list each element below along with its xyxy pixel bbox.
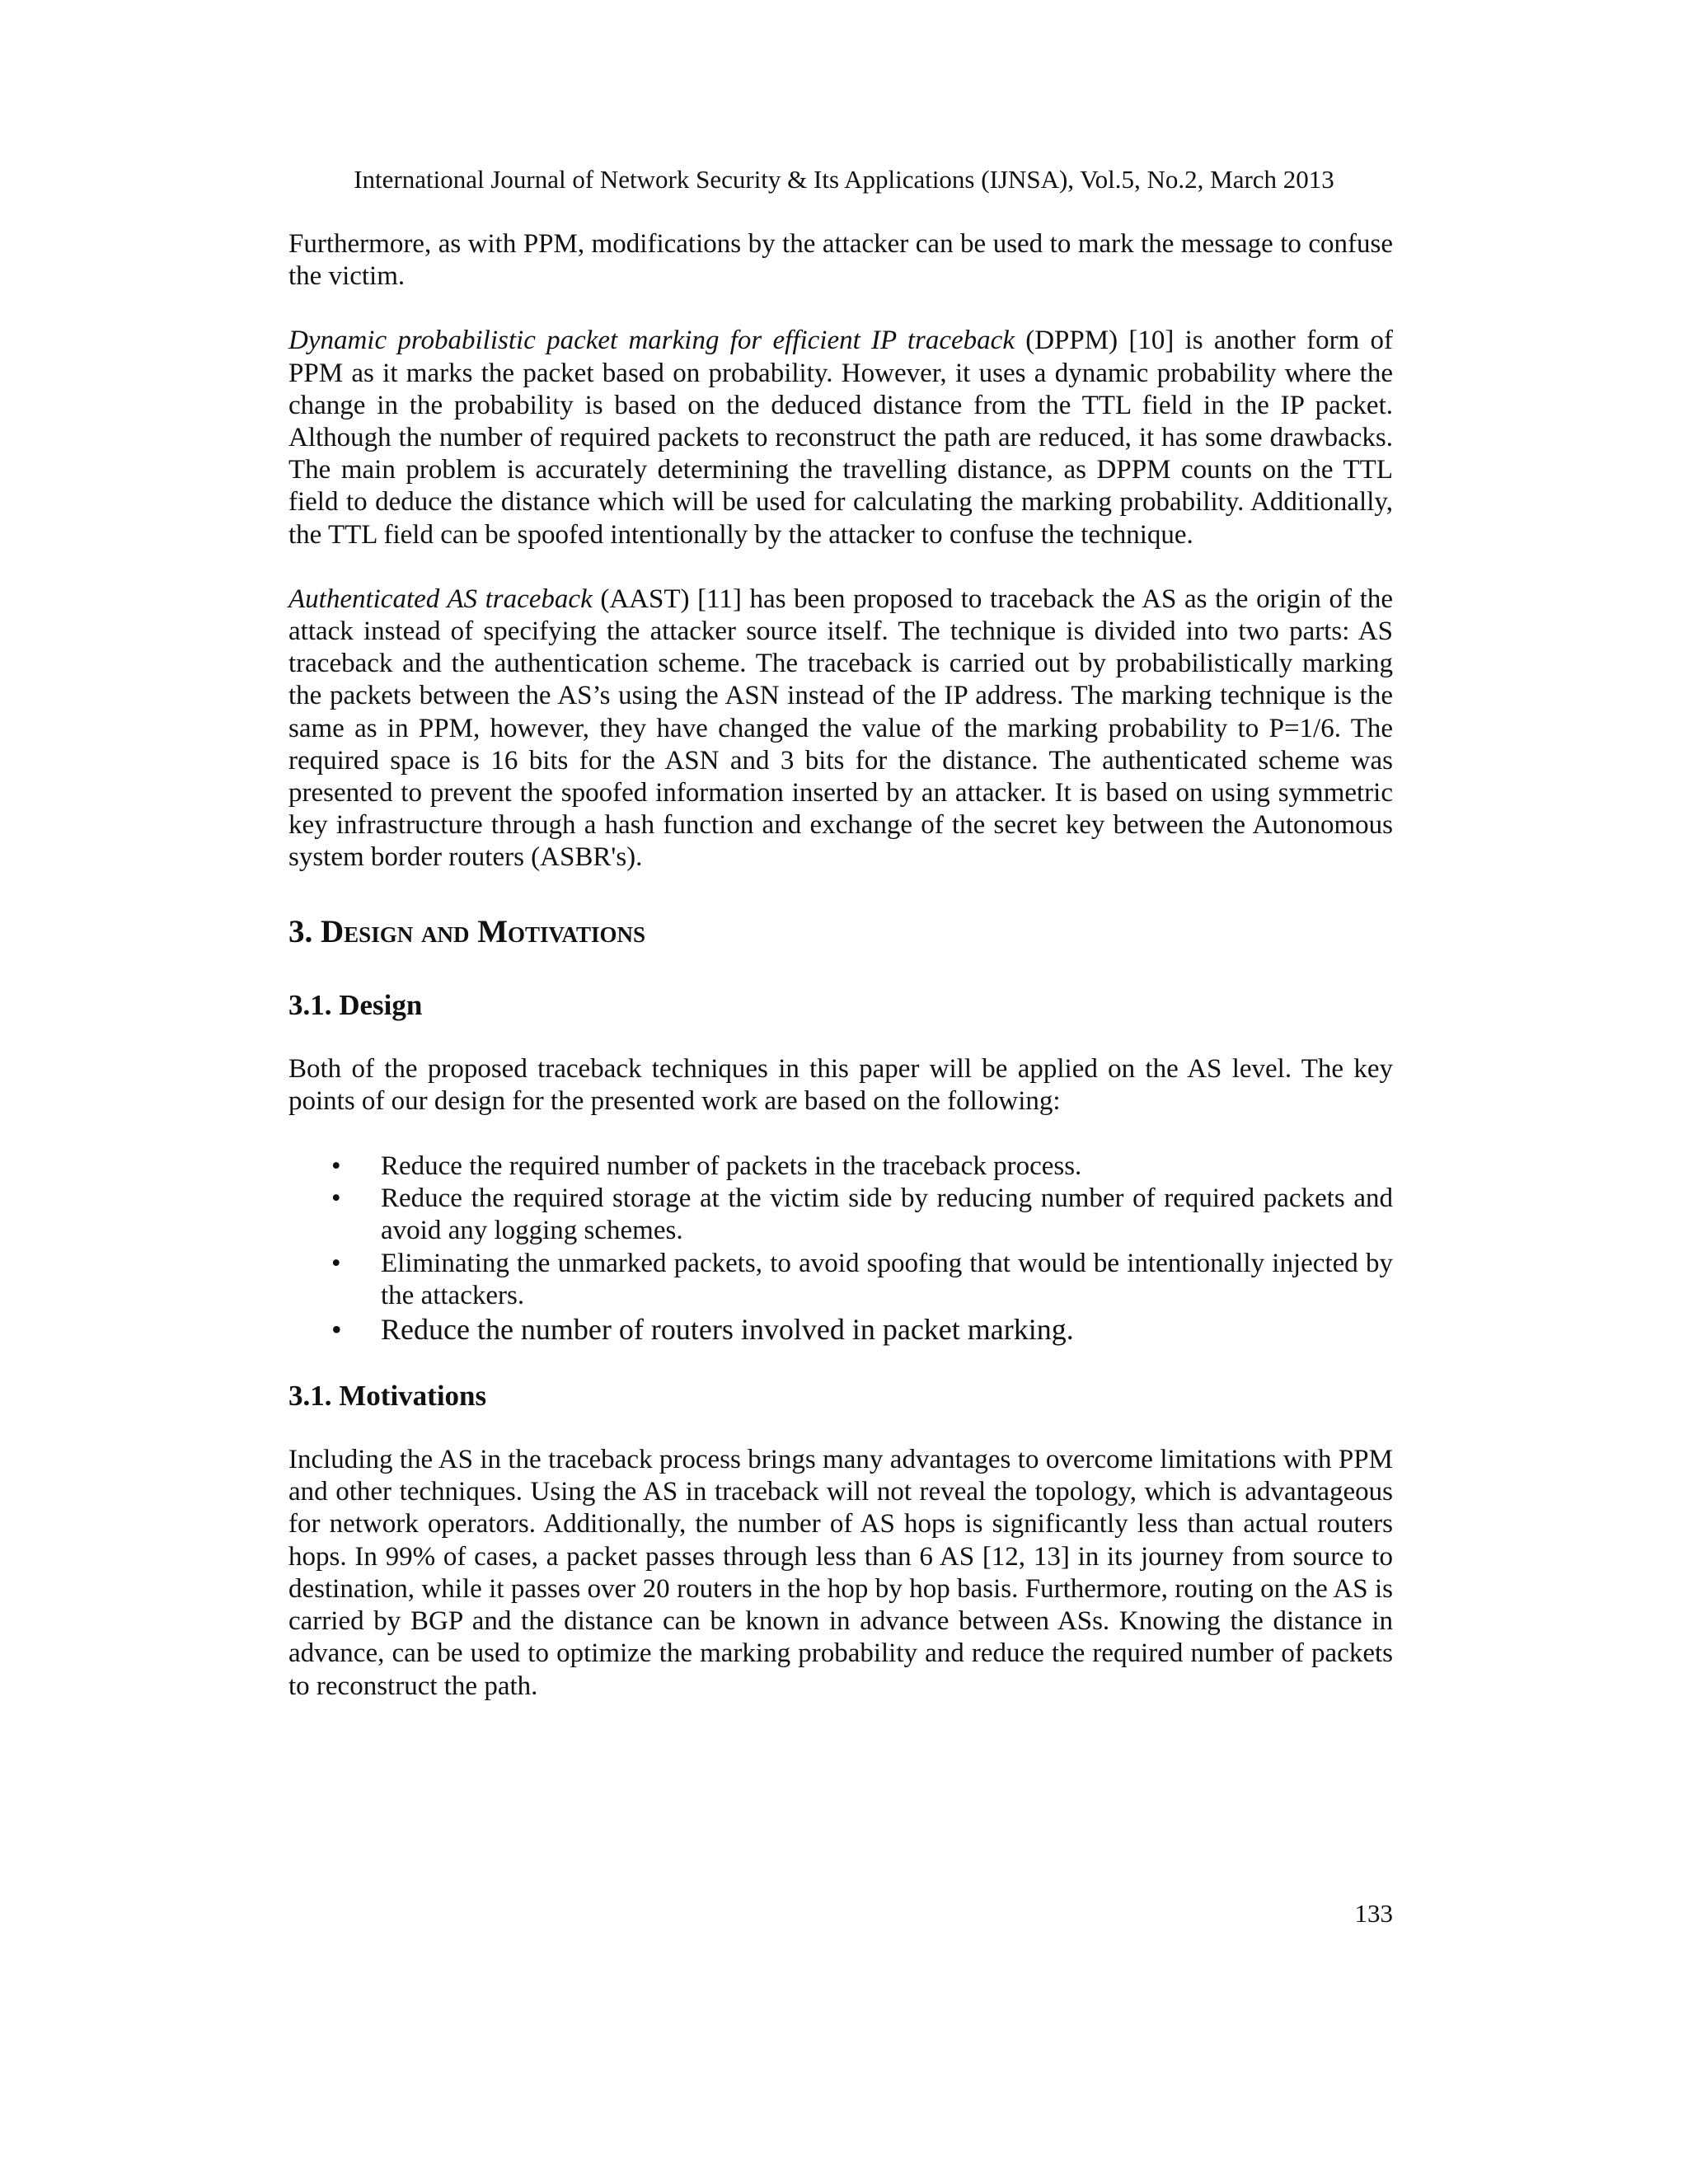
- dppm-title: Dynamic probabilistic packet marking for efficient IP traceback: [288, 326, 1015, 356]
- paragraph-aast: [288, 583, 1393, 874]
- aast-title: Authenticated AS traceback: [288, 583, 593, 614]
- paragraph-ppm-continuation: Furthermore, as with PPM, modifications by the attacker can be used to mark the message to confuse the victim.: [288, 229, 1393, 292]
- section-spacer: [288, 1414, 1393, 1444]
- list-item: [288, 1312, 1393, 1347]
- section-spacer: [288, 1024, 1393, 1053]
- paragraph-motivations: Including the AS in the traceback process brings many advantages to overcome limitations with PPM and other techniques. Using the AS in traceback will not reveal the topology, which is advantageous for network operators. Additionally, the number of AS hops is significantly less than actual routers hops. In 99% of cases, a packet passes through less than 6 AS [12, 13] in its journey from source to destination, while it passes over 20 routers in the hop by hop basis. Furthermore, routing on the AS is carried by BGP and the distance can be known in advance between ASs. Knowing the distance in advance, can be used to optimize the marking probability and reduce the required number of packets to reconstruct the path.: [288, 1445, 1393, 1701]
- list-item: [288, 1183, 1393, 1247]
- section-spacer: [288, 874, 1393, 912]
- list-item: [288, 1248, 1393, 1312]
- running-header: International Journal of Network Security & Its Applications (IJNSA), Vol.5, No.2, March 2013: [354, 165, 1334, 194]
- bullet-icon: •: [331, 1248, 341, 1278]
- aast-text: (AAST) [11] has been proposed to traceback the AS as the origin of the attack instead of specifying the attacker source itself. The technique is divided into two parts: AS traceback and the authentication scheme. The traceback is carried out by probabilistically marking the packets between the AS’s using the ASN instead of the IP address. The marking technique is the same as in PPM, however, they have changed the value of the marking probability to P=1/6. The required space is 16 bits for the ASN and 3 bits for the distance. The authenticated scheme was presented to prevent the spoofed information inserted by an attacker. It is based on using symmetric key infrastructure through a hash function and exchange of the secret key between the Autonomous system border routers (ASBR's).: [288, 583, 1394, 873]
- bullet-icon: •: [331, 1313, 342, 1347]
- section-spacer: [288, 952, 1393, 987]
- list-item-text: Eliminating the unmarked packets, to avoid spoofing that would be intentionally injected by the attackers.: [381, 1248, 1393, 1310]
- paragraph-spacer: [288, 293, 1393, 325]
- page-number: 133: [1354, 1899, 1393, 1928]
- subsection-heading-design: 3.1. Design: [288, 988, 423, 1021]
- paragraph-design-intro: Both of the proposed traceback techniques in this paper will be applied on the AS level. The key points of our design for the presented work are based on the following:: [288, 1053, 1393, 1116]
- bullet-icon: •: [331, 1183, 341, 1214]
- bullet-icon: •: [331, 1151, 341, 1182]
- dppm-text: (DPPM) [10] is another form of PPM as it marks the packet based on probability. However, it uses a dynamic probability where the change in the probability is based on the deduced distance from the TTL field in the IP packet. Although the number of required packets to reconstruct the path are reduced, it has some drawbacks. The main problem is accurately determining the travelling distance, as DPPM counts on the TTL field to deduce the distance which will be used for calculating the marking probability. Additionally, the TTL field can be spoofed intentionally by the attacker to confuse the technique.: [288, 326, 1393, 550]
- subsection-heading-motivations: 3.1. Motivations: [288, 1380, 487, 1413]
- list-item-text: Reduce the required storage at the victim side by reducing number of required packets and avoid any logging schemes.: [381, 1183, 1393, 1246]
- section-spacer: [288, 1118, 1393, 1151]
- section-spacer: [288, 1347, 1393, 1378]
- paragraph-dppm: [288, 325, 1393, 551]
- list-item-text: Reduce the number of routers involved in packet marking.: [381, 1313, 1074, 1347]
- section-heading-design-motivations: 3. Design and Motivations: [288, 913, 646, 949]
- list-item-text: Reduce the required number of packets in the traceback process.: [381, 1151, 1082, 1182]
- list-item: [288, 1151, 1393, 1183]
- design-points-list: [288, 1151, 1393, 1347]
- page-body: [288, 228, 1393, 1703]
- paragraph-spacer: [288, 551, 1393, 583]
